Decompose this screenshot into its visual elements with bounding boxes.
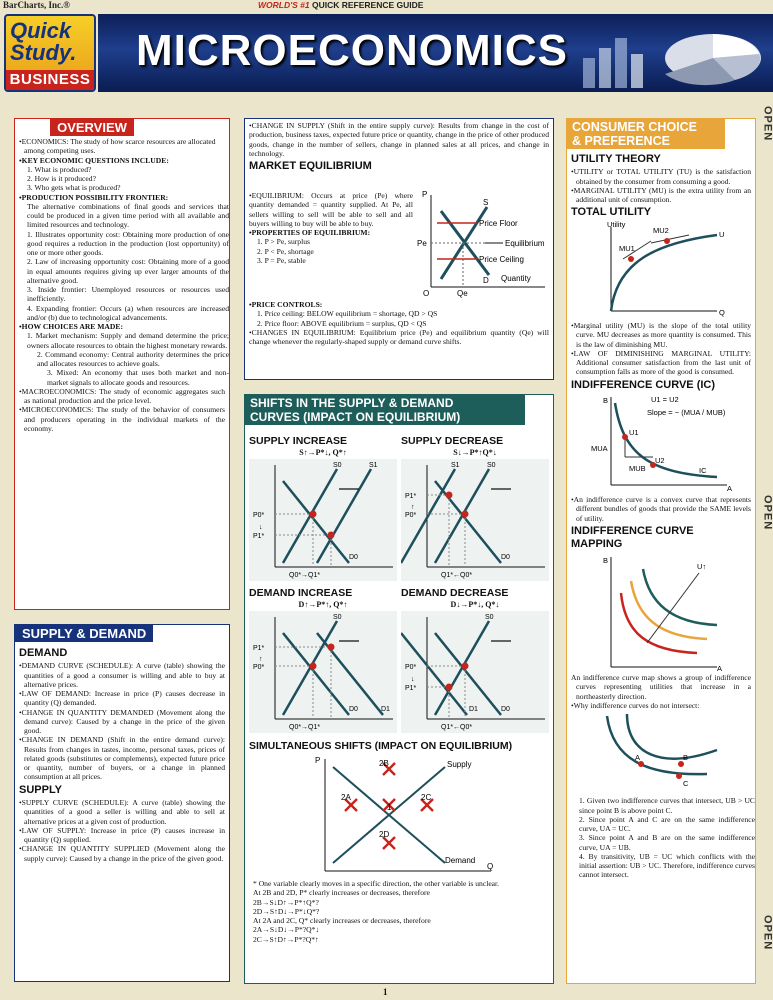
eq-d-label: D xyxy=(483,276,489,285)
demand-line-d1 xyxy=(401,633,467,715)
ic-point-1 xyxy=(622,434,628,440)
ic-a-label: A xyxy=(727,483,733,493)
equilibrium-point-1 xyxy=(446,492,453,499)
eq-ceiling-label: Price Ceiling xyxy=(479,255,524,264)
equilibrium-point-0 xyxy=(310,663,317,670)
equilibrium-point-0 xyxy=(310,511,317,518)
overview-body xyxy=(15,137,229,433)
supply-increase-block xyxy=(249,435,397,583)
publisher-brand: BarCharts, Inc.® xyxy=(3,0,70,10)
equilibrium-point-1 xyxy=(328,644,335,651)
price-controls-list xyxy=(245,309,553,328)
ic-u1-label: U1 xyxy=(629,427,639,437)
ic-mua-label: MUA xyxy=(591,443,608,453)
demand-line-d0 xyxy=(283,633,349,715)
ic-map-title-1: INDIFFERENCE CURVE xyxy=(571,524,694,537)
demand-subheading: DEMAND xyxy=(19,647,68,659)
supply-decrease-graph xyxy=(401,459,549,581)
overview-line: •PRODUCTION POSSIBILITY FRONTIER: xyxy=(19,192,169,202)
supply-line-s1 xyxy=(317,469,371,563)
total-utility-title: TOTAL UTILITY xyxy=(571,206,652,219)
change-in-supply-text: •CHANGE IN SUPPLY (Shift in the entire supply curve): Results from change in the cost of production, business taxes, expected future price or quantity, change in the price of other produced goods, change in the number of sellers, change in planned sales at all prices, and change in technology. xyxy=(249,121,549,158)
supply-decrease-formula: S↓→P*↑Q*↓ xyxy=(453,447,497,457)
price-controls-title: •PRICE CONTROLS: xyxy=(249,300,323,309)
demand-line-d0 xyxy=(283,481,349,563)
title-banner xyxy=(98,14,773,92)
demand-increase-formula: D↑→P*↑, Q*↑ xyxy=(298,599,348,609)
overview-panel xyxy=(14,118,230,610)
shift-label-p1: P1* xyxy=(253,645,265,652)
sim-2d-label: 2D xyxy=(379,830,390,839)
equilibrium-point-1 xyxy=(446,684,453,691)
shift-label-p0: P0* xyxy=(405,512,417,519)
demand-list xyxy=(15,661,229,781)
shift-note: 2A→S↓D↓→P*?Q*↓ xyxy=(253,925,320,935)
nx-curve-2 xyxy=(627,714,717,759)
overview-line: 2. Command economy: Central authority determines the price and allocates resources to achieve goals. xyxy=(37,349,229,368)
guide-tagline xyxy=(258,0,423,10)
properties-list xyxy=(245,237,417,265)
tagline-prefix: WORLD'S #1 xyxy=(258,0,310,10)
ic-ic-label: IC xyxy=(699,465,707,475)
supply-increase-graph xyxy=(249,459,397,581)
supply-demand-panel xyxy=(14,624,230,982)
shift-label-arrow: ↑ xyxy=(259,656,263,663)
supply-subheading: SUPPLY xyxy=(19,783,63,796)
eq-equilibrium-label: Equilibrium xyxy=(505,239,545,248)
ic-map-graph xyxy=(567,553,753,671)
reason-item: 2. Since point A and C are on the same indifference curve, UA = UC. xyxy=(579,814,755,834)
open-side-strip xyxy=(760,100,773,1000)
sim-1-label: 1 xyxy=(387,803,392,812)
nx-c-label: C xyxy=(683,779,689,789)
sim-q-label: Q xyxy=(487,862,494,871)
sim-supply-label: Supply xyxy=(447,760,472,769)
logo-line-quick: Quick xyxy=(10,18,72,43)
eq-floor-label: Price Floor xyxy=(479,219,518,228)
utility-item: •MARGINAL UTILITY (MU) is the extra utility from an additional unit of consumption. xyxy=(571,185,751,205)
reason-item: 1. Given two indifference curves that intersect, UB > UC since point B is above point C. xyxy=(579,796,755,815)
overview-line: 4. Expanding frontier: Occurs (a) when resources are increased and/or (b) due to technological advancements. xyxy=(27,303,229,322)
overview-line: •KEY ECONOMIC QUESTIONS INCLUDE: xyxy=(19,155,169,165)
tu-point-2 xyxy=(664,238,670,244)
header xyxy=(0,0,773,100)
simultaneous-title: SIMULTANEOUS SHIFTS (IMPACT ON EQUILIBRIUM) xyxy=(249,740,513,752)
map-b-label: B xyxy=(603,555,609,565)
overview-heading-badge: OVERVIEW xyxy=(50,119,134,136)
overview-heading-wrap xyxy=(15,119,229,136)
map-a-label: A xyxy=(717,663,723,671)
simultaneous-graph xyxy=(315,755,495,877)
shift-label-d1: D1 xyxy=(381,706,390,713)
sim-2b-label: 2B xyxy=(379,759,389,768)
nx-a-label: A xyxy=(635,753,641,763)
shift-label-d1: D1 xyxy=(469,706,478,713)
shift-label-d0: D0 xyxy=(349,706,358,713)
mu-item: •Marginal utility (MU) is the slope of the total utility curve. MU decreases as more quantity is consumed. This is the law of diminishing MU. xyxy=(571,321,751,349)
shifts-heading-line2: CURVES (IMPACT ON EQUILIBRIUM) xyxy=(250,410,461,424)
overview-line: 1. What is produced? xyxy=(27,164,92,174)
supply-decrease-block xyxy=(401,435,549,583)
shift-label-s0: S0 xyxy=(487,462,496,469)
demand-item: •LAW OF DEMAND: Increase in price (P) causes decrease in quantity (Q) demanded. xyxy=(19,689,225,708)
ic-b-label: B xyxy=(603,395,609,405)
shift-label-s0: S0 xyxy=(333,462,342,469)
supply-demand-heading: SUPPLY & DEMAND xyxy=(15,625,153,642)
shift-label-arrow: ↓ xyxy=(259,524,263,531)
shift-note: At 2A and 2C, Q* clearly increases or decreases, therefore xyxy=(253,916,431,925)
reason-item: 4. By transitivity, UB = UC which conflicts with the initial assertion: UB > UC. Therefore, indifference curves cannot intersect. xyxy=(579,851,755,880)
equilibrium-point-0 xyxy=(462,511,469,518)
overview-line: 2. Law of increasing opportunity cost: Obtaining more of a good in equal amounts requires giving up ever larger amounts of the alternative good. xyxy=(27,257,229,285)
ic-u-equal: U1 = U2 xyxy=(651,394,679,404)
overview-line: The alternative combinations of final goods and services that could be produced in a given time period with all available and limited resources and technology. xyxy=(27,201,229,230)
consumer-panel xyxy=(566,118,756,984)
nx-point-c xyxy=(676,773,682,779)
demand-increase-title: DEMAND INCREASE xyxy=(249,587,353,599)
shifts-heading xyxy=(245,395,525,425)
equilibrium-point-1 xyxy=(328,532,335,539)
overview-line: •MACROECONOMICS: The study of economic aggregates such as national production and the price level. xyxy=(19,386,225,405)
indifference-curve-graph xyxy=(567,393,753,493)
sim-p-label: P xyxy=(315,756,321,765)
marginal-utility-list xyxy=(567,321,755,377)
open-label-3: OPEN xyxy=(761,915,773,951)
shift-label-q: Q1*←Q0* xyxy=(441,572,473,579)
shift-label-s0: S0 xyxy=(333,614,342,621)
supply-list xyxy=(15,798,229,863)
map-u-label: U↑ xyxy=(697,561,707,571)
utility-item: •UTILITY or TOTAL UTILITY (TU) is the satisfaction obtained by the consumer from consuming a good. xyxy=(571,167,751,186)
demand-decrease-graph xyxy=(401,611,549,733)
map-item: •Why indifference curves do not intersect: xyxy=(571,700,700,710)
shift-label-p0: P0* xyxy=(405,664,417,671)
overview-line: •ECONOMICS: The study of how scarce resources are allocated among competing uses. xyxy=(19,137,216,156)
shift-label-arrow: ↓ xyxy=(411,676,415,683)
supply-demand-body xyxy=(15,645,229,863)
overview-line: 3. Mixed: An economy that uses both market and non-market signals to allocate goods and resources. xyxy=(47,368,229,387)
mu-item: •LAW OF DIMINISHING MARGINAL UTILITY: Additional consumer satisfaction from the last unit of consumption falls as more of the good is consumed. xyxy=(571,348,751,377)
map-curve-3 xyxy=(643,569,717,625)
supply-item: •CHANGE IN QUANTITY SUPPLIED (Movement along the supply curve): Caused by a change in the price of the given good. xyxy=(19,844,225,863)
consumer-heading-line2: & PREFERENCE xyxy=(572,134,670,148)
map-item: An indifference curve map shows a group of indifference curves representing utilities that increase in a northeasterly direction. xyxy=(571,673,751,701)
tu-point-1 xyxy=(628,256,634,262)
map-curve-2 xyxy=(631,581,707,639)
property-item: 3. P = Pe, stable xyxy=(257,255,306,265)
market-equilibrium-title: MARKET EQUILIBRIUM xyxy=(249,160,372,172)
shift-label-d0: D0 xyxy=(501,706,510,713)
shift-label-s1: S1 xyxy=(369,462,378,469)
demand-item: •DEMAND CURVE (SCHEDULE): A curve (table) showing the quantities of a good a consumer is willing and able to buy at alternative prices. xyxy=(19,661,225,689)
tu-mu1-label: MU1 xyxy=(619,243,635,253)
overview-line: 3. Who gets what is produced? xyxy=(27,183,121,193)
shift-label-arrow: ↑ xyxy=(411,504,415,511)
supply-item: •SUPPLY CURVE (SCHEDULE): A curve (table) showing the quantities of a good a seller is willing and able to sell at alternative prices at a given cost of production. xyxy=(19,798,225,826)
open-label-2: OPEN xyxy=(761,495,773,531)
utility-theory-list xyxy=(567,167,755,204)
open-label-1: OPEN xyxy=(761,106,773,142)
no-intersect-reasons xyxy=(567,796,755,879)
tu-mu2-label: MU2 xyxy=(653,225,669,235)
demand-item: •CHANGE IN QUANTITY DEMANDED (Movement along the demand curve): Caused by a change in the price of the given good. xyxy=(19,707,225,736)
eq-qe-label: Qe xyxy=(457,289,468,298)
controls-block xyxy=(245,300,553,346)
equilibrium-point-0 xyxy=(462,663,469,670)
overview-line: 1. Illustrates opportunity cost: Obtaining more production of one good requires a reduction in the production (lost opportunity) of one or more other goods. xyxy=(27,229,229,257)
supply-increase-formula: S↑→P*↓, Q*↑ xyxy=(299,447,347,457)
shift-label-p0: P0* xyxy=(253,512,265,519)
shift-note: 2B→S↓D↑→P*↑Q*? xyxy=(253,897,319,907)
overview-line: •HOW CHOICES ARE MADE: xyxy=(19,322,123,331)
quickstudy-logo xyxy=(4,14,96,92)
ic-title: INDIFFERENCE CURVE (IC) xyxy=(571,378,716,391)
ic-map-list xyxy=(567,673,755,710)
eq-p-label: P xyxy=(422,190,428,199)
shift-label-s0: S0 xyxy=(485,614,494,621)
eq-s-label: S xyxy=(483,198,489,207)
shift-label-p0: P0* xyxy=(253,664,265,671)
ic-map-title-2: MAPPING xyxy=(571,538,623,551)
supply-decrease-title: SUPPLY DECREASE xyxy=(401,435,504,447)
market-equilibrium-panel xyxy=(244,118,554,380)
equilibrium-text-col xyxy=(245,191,417,265)
shift-note: 2C→S↑D↑→P*?Q*↑ xyxy=(253,934,319,944)
logo-line-business: BUSINESS xyxy=(6,70,94,90)
shift-note: * One variable clearly moves in a specific direction, the other variable is unclear. xyxy=(253,879,500,888)
equilibrium-def: •EQUILIBRIUM: Occurs at price (Pe) where quantity demanded = quantity supplied. At Pe, all sellers willing to sell will be able to sell and all buyers willing to buy will be able to buy. xyxy=(249,191,413,228)
supply-increase-title: SUPPLY INCREASE xyxy=(249,435,348,447)
shift-note: 2D→S↑D↓→P*↓Q*? xyxy=(253,906,320,916)
properties-title: •PROPERTIES OF EQUILIBRIUM: xyxy=(249,228,371,237)
page-title: MICROECONOMICS xyxy=(136,26,568,75)
page-number: 1 xyxy=(383,987,388,997)
demand-line-d0 xyxy=(435,633,501,715)
demand-line-d1 xyxy=(317,633,383,715)
nx-b-label: B xyxy=(683,753,689,763)
ic-definition-text: •An indifference curve is a convex curve that represents different bundles of goods that provide the SAME levels of utility. xyxy=(571,495,751,523)
ic-u2-label: U2 xyxy=(655,455,665,465)
tagline-rest: QUICK REFERENCE GUIDE xyxy=(309,0,424,10)
eq-quantity-label: Quantity xyxy=(501,274,531,283)
tu-u-label: U xyxy=(719,229,725,239)
no-intersect-graph xyxy=(567,710,753,794)
demand-decrease-formula: D↓→P*↓, Q*↓ xyxy=(450,599,500,609)
utility-theory-title: UTILITY THEORY xyxy=(571,153,661,165)
sim-2a-label: 2A xyxy=(341,793,351,802)
shift-label-q: Q0*→Q1* xyxy=(289,724,321,731)
ic-definition xyxy=(567,495,755,523)
consumer-heading-line1: CONSUMER CHOICE xyxy=(572,120,698,134)
equilibrium-graph xyxy=(417,189,549,299)
overview-line: 2. How is it produced? xyxy=(27,174,96,183)
sim-2c-label: 2C xyxy=(421,793,432,802)
total-utility-graph xyxy=(567,221,753,319)
eq-o-label: O xyxy=(423,289,430,298)
shift-label-p1: P1* xyxy=(253,533,265,540)
tu-utility-label: Utility xyxy=(607,220,626,229)
shift-notes xyxy=(253,879,549,944)
shift-label-p1: P1* xyxy=(405,685,417,692)
overview-line: 3. Inside frontier: Unemployed resources or resources used inefficiently. xyxy=(27,285,229,304)
overview-line: 1. Market mechanism: Supply and demand determine the price; owners allocate resources to obtain the highest monetary rewards. xyxy=(27,331,229,350)
shift-label-p1: P1* xyxy=(405,493,417,500)
reason-item: 3. Since point A and B are on the same indifference curve, UA = UB. xyxy=(579,833,755,852)
logo-line-study: Study. xyxy=(10,40,77,65)
banner-chart-art xyxy=(563,14,773,92)
sim-demand-label: Demand xyxy=(445,856,476,865)
nx-curve-1 xyxy=(607,716,707,774)
property-item: 1. P > Pe, surplus xyxy=(257,237,310,247)
property-item: 2. P < Pe, shortage xyxy=(257,246,314,256)
supply-item: •LAW OF SUPPLY: Increase in price (P) causes increase in quantity (Q) supplied. xyxy=(19,825,225,845)
tu-q-label: Q xyxy=(719,307,725,317)
ic-mub-label: MUB xyxy=(629,463,646,473)
shift-label-d0: D0 xyxy=(501,554,510,561)
demand-decrease-title: DEMAND DECREASE xyxy=(401,587,509,599)
overview-line: •MICROECONOMICS: The study of the behavior of consumers and producers operating in the individual markets of the economy. xyxy=(19,405,225,433)
eq-pe-label: Pe xyxy=(417,239,427,248)
shift-label-s1: S1 xyxy=(451,462,460,469)
shift-label-q: Q1*←Q0* xyxy=(441,724,473,731)
shift-label-d0: D0 xyxy=(349,554,358,561)
consumer-heading xyxy=(567,119,725,149)
demand-increase-graph xyxy=(249,611,397,733)
shift-label-q: Q0*→Q1* xyxy=(289,572,321,579)
shifts-panel xyxy=(244,394,554,984)
consumer-body xyxy=(567,151,755,880)
changes-in-equilibrium-text: •CHANGES IN EQUILIBRIUM: Equilibrium price (Pe) and equilibrium quantity (Qe) will change whenever the regularly-shaped supply or demand curve shifts. xyxy=(249,327,549,346)
shift-note: At 2B and 2D, P* clearly increases or decreases, therefore xyxy=(253,888,430,898)
demand-item: •CHANGE IN DEMAND (Shift in the entire demand curve): Results from changes in tastes, income, personal taxes, prices of related goods (substitutes or complements), expected future price or quantity, number of buyers, or a change in planned consumption at all prices. xyxy=(19,735,225,782)
demand-increase-block xyxy=(249,587,397,735)
shifts-heading-line1: SHIFTS IN THE SUPPLY & DEMAND xyxy=(250,396,454,410)
demand-decrease-block xyxy=(401,587,549,735)
ic-slope-label: Slope = − (MUA / MUB) xyxy=(647,407,726,417)
control-item: 1. Price ceiling: BELOW equilibrium = shortage, QD > QS xyxy=(257,309,438,319)
control-item: 2. Price floor: ABOVE equilibrium = surplus, QD < QS xyxy=(257,318,427,328)
demand-line-d0 xyxy=(435,481,501,563)
